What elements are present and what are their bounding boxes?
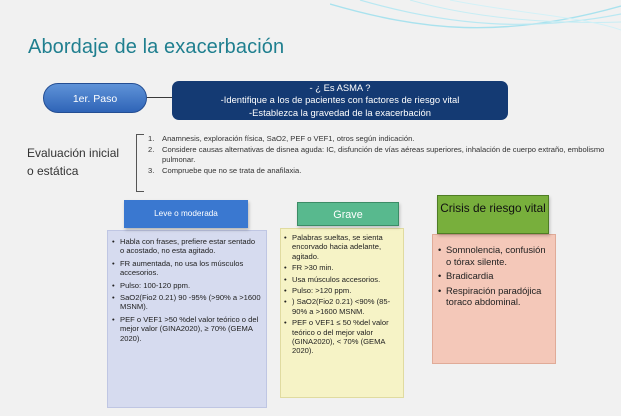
evaluation-item: 3. Compruebe que no se trata de anafilaxia. xyxy=(148,165,302,175)
list-item: • Somnolencia, confusión o tórax silente. xyxy=(438,244,546,267)
list-item: • PEF o VEF1 >50 %del valor teórico o del mejor valor (GINA2020), ≥ 70% (GEMA 2020). xyxy=(112,314,259,343)
page-title: Abordaje de la exacerbación xyxy=(28,36,285,58)
list-item: • FR >30 min. xyxy=(284,263,334,273)
asma-line-2: -Identifique a los de pacientes con factores de riesgo vital xyxy=(220,94,460,106)
evaluation-list xyxy=(148,134,608,177)
asma-line-1: - ¿ Es ASMA ? xyxy=(309,82,371,93)
connector-line xyxy=(147,97,175,98)
card-grave xyxy=(280,228,404,398)
asma-line-3: -Establezca la gravedad de la exacerbación xyxy=(249,106,431,118)
heading-crisis-riesgo-vital: Crisis de riesgo vital xyxy=(437,195,549,234)
list-item: • Usa músculos accesorios. xyxy=(284,274,381,284)
heading-leve-moderada: Leve o moderada xyxy=(124,200,248,228)
asma-question-box xyxy=(172,81,508,120)
heading-grave: Grave xyxy=(297,202,399,226)
list-item: • Pulso: 100-120 ppm. xyxy=(112,280,191,290)
list-item: • Habla con frases, prefiere estar sentado o acostado, no esta agitado. xyxy=(112,237,256,256)
list-item: • Bradicardia xyxy=(438,270,494,282)
evaluation-item: 2. Considere causas alternativas de disnea aguda: IC, disfunción de vías aéreas superiores, inhalación de cuerpo extraño, embolismo pulmonar. xyxy=(148,145,605,164)
list-item: • Respiración paradójica toraco abdominal. xyxy=(438,284,542,308)
evaluation-label: Evaluación inicial o estática xyxy=(27,146,120,178)
card-crisis-riesgo-vital xyxy=(432,234,556,364)
evaluation-item: 1. Anamnesis, exploración física, SaO2, PEF o VEF1, otros según indicación. xyxy=(148,134,415,143)
list-item: • SaO2(Fio2 0.21) 90 -95% (>90% a >1600 MSNM). xyxy=(112,293,261,312)
list-item: • Palabras sueltas, se sienta encorvado hacia adelante, agitado. xyxy=(284,233,383,261)
list-item: • FR aumentada, no usa los músculos accesorios. xyxy=(112,258,244,278)
list-item: • Pulso: >120 ppm. xyxy=(284,286,352,296)
list-item: • PEF o VEF1 ≤ 50 %del valor teórico o del mejor valor (GINA2020), < 70% (GEMA 2020). xyxy=(284,318,389,356)
decorative-waves xyxy=(330,0,621,70)
list-item: • ) SaO2(Fio2 0.21) <90% (85-90% a >1600 MSNM. xyxy=(284,297,391,316)
step-badge: 1er. Paso xyxy=(43,83,147,113)
card-leve-moderada xyxy=(107,230,267,408)
bracket-divider xyxy=(136,134,144,192)
